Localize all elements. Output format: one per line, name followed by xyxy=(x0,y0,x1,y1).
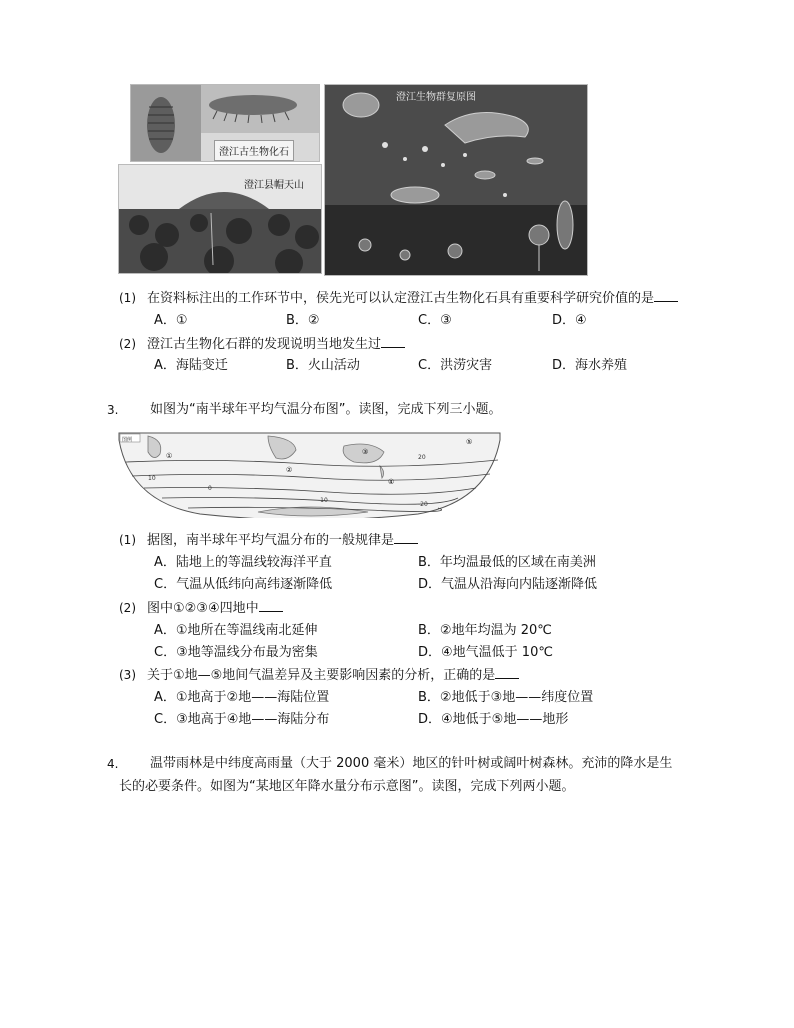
answer-blank xyxy=(654,289,678,302)
isotherm-label-20: 20 xyxy=(418,454,426,461)
q3-sub3-stem xyxy=(147,666,519,685)
temperature-map xyxy=(118,432,501,518)
q2-sub1-option-a: A．① xyxy=(154,313,188,328)
map-marker-5: ⑤ xyxy=(466,438,473,446)
isotherm-label-neg10: -10 xyxy=(318,497,328,504)
q4-line2: 长的必要条件。如图为“某地区年降水量分布示意图”。读图，完成下列两小题。 xyxy=(119,779,575,794)
temperature-map-svg xyxy=(118,432,501,518)
q3-sub3-text: 关于①地—⑤地间气温差异及主要影响因素的分析，正确的是 xyxy=(147,668,496,683)
answer-blank xyxy=(495,666,519,679)
q2-sub1-option-d: D．④ xyxy=(552,313,587,328)
q2-sub2-option-d: D．海水养殖 xyxy=(552,358,628,373)
isotherm-label-0: 0 xyxy=(208,485,212,492)
q2-sub2-number: (2) xyxy=(119,337,136,351)
q3-sub3-option-c: C．③地高于④地——海陆分布 xyxy=(154,712,330,727)
reconstruction-caption: 澄江生物群复原图 xyxy=(396,92,476,103)
q3-sub1-number: (1) xyxy=(119,533,136,547)
q2-sub1-number: (1) xyxy=(119,291,136,305)
q3-sub1-option-b: B．年均温最低的区域在南美洲 xyxy=(418,555,596,570)
q3-sub2-option-d: D．④地气温低于 10℃ xyxy=(418,645,553,660)
q3-sub1-stem xyxy=(147,531,418,550)
q3-sub1-text: 据图，南半球年平均气温分布的一般规律是 xyxy=(147,533,395,548)
q2-sub2-option-c: C．洪涝灾害 xyxy=(418,358,493,373)
q3-sub3-option-d: D．④地低于⑤地——地形 xyxy=(418,712,569,727)
q4-line1: 温带雨林是中纬度高雨量（大于 2000 毫米）地区的针叶树或阔叶树森林。充沛的降水是生 xyxy=(150,756,673,771)
q3-sub2-option-b: B．②地年均温为 20℃ xyxy=(418,623,552,638)
reconstruction-photo xyxy=(324,84,588,276)
reconstruction-illustration xyxy=(325,85,587,275)
q3-sub3-option-b: B．②地低于③地——纬度位置 xyxy=(418,690,594,705)
q3-number: 3. xyxy=(107,403,119,417)
fossil-caption: 澄江古生物化石 xyxy=(214,140,294,161)
q2-sub2-option-a: A．海陆变迁 xyxy=(154,358,228,373)
map-legend-label: 图例 xyxy=(122,437,133,443)
isotherm-label-10: 10 xyxy=(148,475,156,482)
q3-sub3-option-a: A．①地高于②地——海陆位置 xyxy=(154,690,330,705)
map-marker-3: ③ xyxy=(362,448,369,456)
q3-sub1-option-d: D．气温从沿海向内陆逐渐降低 xyxy=(418,577,598,592)
q3-intro: 如图为“南半球年平均气温分布图”。读图，完成下列三小题。 xyxy=(150,402,502,417)
q2-sub2-option-b: B．火山活动 xyxy=(286,358,360,373)
q3-sub2-number: (2) xyxy=(119,601,136,615)
map-marker-4: ④ xyxy=(388,478,395,486)
q2-sub2-text: 澄江古生物化石群的发现说明当地发生过 xyxy=(147,337,382,352)
mountain-caption: 澄江县帽天山 xyxy=(244,180,304,191)
q3-sub2-text: 图中①②③④四地中 xyxy=(147,601,259,616)
answer-blank xyxy=(259,599,283,612)
q3-sub2-stem xyxy=(147,599,283,618)
answer-blank xyxy=(394,531,418,544)
map-marker-2: ② xyxy=(286,466,293,474)
isotherm-label-neg20: -20 xyxy=(418,501,428,508)
q2-sub1-text: 在资料标注出的工作环节中，侯先光可以认定澄江古生物化石具有重要科学研究价值的是 xyxy=(147,291,655,306)
q3-sub1-option-a: A．陆地上的等温线较海洋平直 xyxy=(154,555,332,570)
q2-sub1-option-b: B．② xyxy=(286,313,320,328)
map-marker-1: ① xyxy=(166,452,173,460)
q4-number: 4. xyxy=(107,757,119,771)
q3-sub1-option-c: C．气温从低纬向高纬逐渐降低 xyxy=(154,577,333,592)
q3-sub2-option-c: C．③地等温线分布最为密集 xyxy=(154,645,318,660)
q3-sub3-number: (3) xyxy=(119,668,136,682)
answer-blank xyxy=(381,335,405,348)
q3-sub2-option-a: A．①地所在等温线南北延伸 xyxy=(154,623,318,638)
q2-sub2-stem xyxy=(147,335,405,354)
q2-sub1-stem xyxy=(147,289,678,308)
q2-sub1-option-c: C．③ xyxy=(418,313,452,328)
